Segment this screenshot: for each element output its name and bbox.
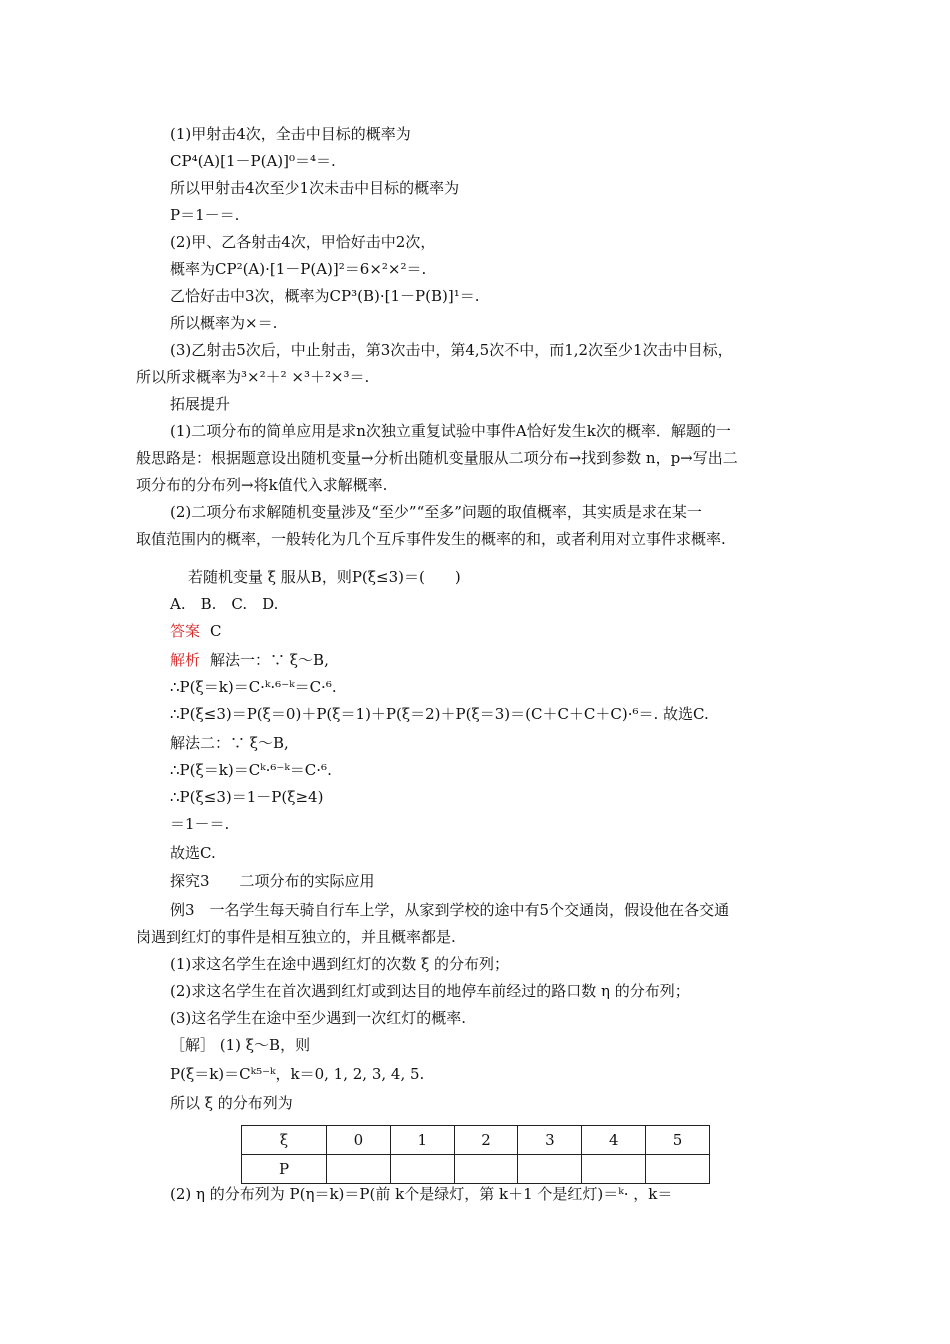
text-line: 概率为CP²(A)·[1－P(A)]²＝6×²×²＝. [170,260,427,278]
text-line: CP⁴(A)[1－P(A)]⁰＝⁴＝. [170,152,336,170]
text-line: 例3 一名学生每天骑自行车上学，从家到学校的途中有5个交通岗，假设他在各交通 [170,901,730,919]
distribution-table [241,1125,710,1184]
table-cell [518,1155,582,1184]
answer-value: C [210,622,222,640]
table-cell: 0 [327,1126,391,1155]
table-cell: 1 [390,1126,454,1155]
text-line: (2) η 的分布列为 P(η＝k)＝P(前 k个是绿灯，第 k＋1 个是红灯)＝ᵏ· ，k＝ [170,1185,673,1203]
text-line: (1)二项分布的简单应用是求n次独立重复试验中事件A恰好发生k次的概率．解题的一 [170,422,731,440]
analysis-text: 解法一：∵ ξ～B, [210,651,329,669]
text-line: (2)求这名学生在首次遇到红灯或到达目的地停车前经过的路口数 η 的分布列； [170,982,690,1000]
text-line: P(ξ＝k)＝Cᵏ⁵⁻ᵏ，k＝0, 1, 2, 3, 4, 5. [170,1065,425,1083]
table-cell [646,1155,710,1184]
text-line: ∴P(ξ≤3)＝P(ξ＝0)＋P(ξ＝1)＋P(ξ＝2)＋P(ξ＝3)＝(C＋C＋C＋C)·⁶＝. 故选C. [170,705,709,723]
section-heading: 拓展提升 [170,395,231,413]
table-cell [582,1155,646,1184]
text-line: 岗遇到红灯的事件是相互独立的，并且概率都是. [136,928,456,946]
table-cell [327,1155,391,1184]
options-line: A. B. C. D. [170,595,279,613]
table-cell: 5 [646,1126,710,1155]
table-cell: ξ [242,1126,327,1155]
text-line: 取值范围内的概率，一般转化为几个互斥事件发生的概率的和，或者利用对立事件求概率. [136,530,726,548]
text-line: (3)这名学生在途中至少遇到一次红灯的概率. [170,1009,467,1027]
text-line: ＝1－＝. [170,815,230,833]
text-line: 所以概率为×＝. [170,314,278,332]
table-row [242,1126,710,1155]
analysis-label: 解析 [170,651,201,669]
text-line: 项分布的分布列→将k值代入求解概率. [136,476,388,494]
table-row [242,1155,710,1184]
table-cell: 4 [582,1126,646,1155]
question-line: 若随机变量 ξ 服从B，则P(ξ≤3)＝( ) [188,568,461,586]
text-line: ∴P(ξ＝k)＝Cᵏ·⁶⁻ᵏ＝C·⁶. [170,761,332,779]
text-line: (1)甲射击4次，全击中目标的概率为 [170,125,411,143]
text-line: ∴P(ξ＝k)＝C·ᵏ·⁶⁻ᵏ＝C·⁶. [170,678,337,696]
text-line: 所以 ξ 的分布列为 [170,1094,293,1112]
table-cell: 3 [518,1126,582,1155]
table-cell: P [242,1155,327,1184]
table-cell [454,1155,518,1184]
text-line: (3)乙射击5次后，中止射击，第3次击中，第4,5次不中，而1,2次至少1次击中目标， [170,341,733,359]
text-line: 所以所求概率为³×²＋² ×³＋²×³＝. [136,368,370,386]
text-line: 解法二：∵ ξ～B, [170,734,289,752]
answer-line [170,621,222,641]
text-line: P＝1－＝. [170,206,240,224]
text-line: 般思路是：根据题意设出随机变量→分析出随机变量服从二项分布→找到参数 n，p→写出二 [136,449,738,467]
table-cell: 2 [454,1126,518,1155]
table-cell [390,1155,454,1184]
section-heading: 探究3 二项分布的实际应用 [170,872,375,890]
text-line: ∴P(ξ≤3)＝1－P(ξ≥4) [170,788,324,806]
analysis-line [170,650,329,670]
text-line: (1)求这名学生在途中遇到红灯的次数 ξ 的分布列； [170,955,510,973]
answer-label: 答案 [170,622,201,640]
text-line: 乙恰好击中3次，概率为CP³(B)·[1－P(B)]¹＝. [170,287,480,305]
text-line: (2)甲、乙各射击4次，甲恰好击中2次， [170,233,436,251]
text-line: 故选C. [170,844,216,862]
text-line: 所以甲射击4次至少1次未击中目标的概率为 [170,179,460,197]
text-line: (2)二项分布求解随机变量涉及“至少”“至多”问题的取值概率，其实质是求在某一 [170,503,702,521]
text-line: ［解］ (1) ξ～B，则 [170,1036,311,1054]
